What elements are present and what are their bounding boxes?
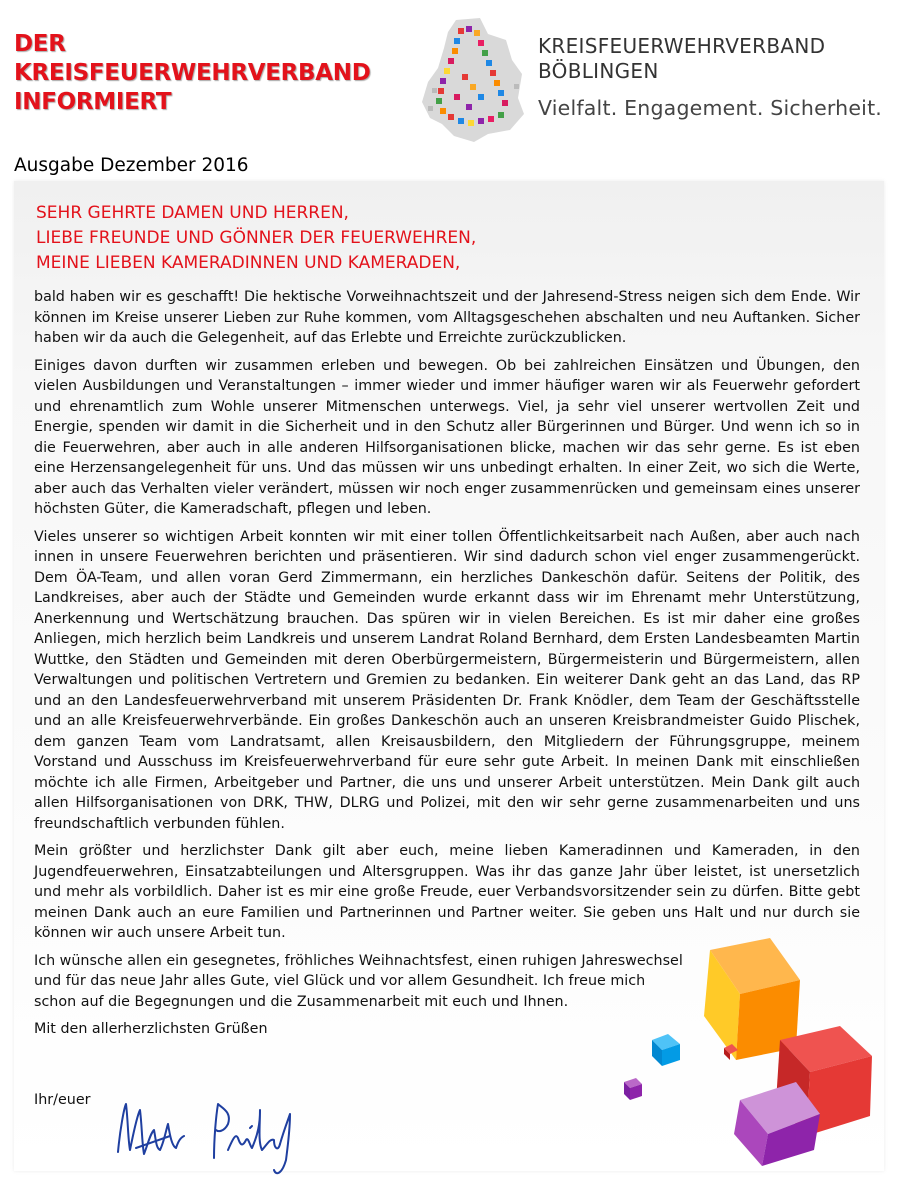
paragraph: Vieles unserer so wichtigen Arbeit konnten wir mit einer tollen Öffentlichkeitsarbeit nach Außen, aber auch nach innen in unsere Feuerwehren berichten und präsentieren. Wir sind dadurch schon viel enger zusammengerückt. Dem ÖA-Team, und allen voran Gerd Zimmermann, ein herzliches Dankeschön dafür. Seitens der Politik, des Landkreises, aber auch der Städte und Gemeinden wurde erkannt dass wir im Ehrenamt mehr Unterstützung, Anerkennung und Wertschätzung brauchen. Das spüren wir in vielen Bereichen. Es ist mir daher eine großes Anliegen, mich herzlich beim Landkreis und unserem Landrat Roland Bernhard, dem Ersten Landesbeamten Martin Wuttke, den Städten und Gemeinden mit deren Oberbürgermeistern, Bürgermeisterin und Bürgermeistern, allen Verwaltungen und politischen Vertretern und Gremien zu bedanken. Ein weiterer Dank geht an das Land, das RP und an den Landesfeuerwehrverband mit unserem Präsidenten Dr. Frank Knödler, dem Team der Geschäftsstelle und an alle Kreisfeuerwehrverbände. Ein großes Dankeschön auch an unseren Kreisbrandmeister Guido Plischek, dem ganzen Team vom Landratsamt, allen Kreisausbildern, den Mitgliedern der Führungsgruppe, meinem Vorstand und Ausschuss im Kreisfeuerwehrverband für eure sehr gute Arbeit. In meinen Dank mit einschließen möchte ich alle Firmen, Arbeitgeber und Partner, die uns und unserer Arbeit unterstützen. Mein Dank gilt auch allen Hilfsorganisationen von DRK, THW, DLRG und Polizei, mit den wir sehr gerne zusammenarbeiten und uns freundschaftlich verbunden fühlen. <box>34 528 860 832</box>
district-map-logo-icon <box>418 14 528 144</box>
paragraph: Ich wünsche allen ein gesegnetes, fröhliches Weihnachtsfest, einen ruhigen Jahreswechsel und für das neue Jahr alles Gute, viel Glück und vor allem Gesundheit. Ich freue mich schon auf die Begegnungen und die Zusammenarbeit mit euch und Ihnen. <box>34 952 683 1010</box>
organization-name <box>538 34 825 84</box>
closing-phrase: Mit den allerherzlichsten Grüßen <box>34 1021 268 1037</box>
issue-date: Ausgabe Dezember 2016 <box>14 155 249 176</box>
title-line: DER <box>14 31 66 57</box>
paragraph: Mein größter und herzlichster Dank gilt aber euch, meine lieben Kameradinnen und Kameraden, in den Jugendfeuerwehren, Einsatzabteilungen und Altersgruppen. Was ihr das ganze Jahr über leistet, ist unersetzlich und mehr als vorbildlich. Daher ist es mir eine große Freude, euer Verbandsvorsitzender sein zu dürfen. Bitte gebt meinen Dank auch an eure Familien und Partnerinnen und Partner weiter. Sie geben uns Halt und nur durch sie können wir auch unsere Arbeit tun. <box>34 843 860 941</box>
organization-slogan: Vielfalt. Engagement. Sicherheit. <box>538 96 883 120</box>
newsletter-title <box>14 30 394 117</box>
org-name-line: BÖBLINGEN <box>538 59 659 83</box>
salutation-line: SEHR GEHRTE DAMEN UND HERREN, <box>36 203 349 223</box>
handwritten-signature <box>110 1090 320 1180</box>
salutation-line: MEINE LIEBEN KAMERADINNEN UND KAMERADEN, <box>36 253 461 273</box>
paragraph: Einiges davon durften wir zusammen erleben und bewegen. Ob bei zahlreichen Einsätzen und Übungen, den vielen Ausbildungen und Veranstaltungen – immer wieder und immer häufiger waren wir als Feuerwehr gefordert und ehrenamtlich zum Wohle unserer Mitmenschen unterwegs. Viel, ja sehr viel unserer wertvollen Zeit und Energie, spenden wir damit in die Sicherheit und in den Schutz aller Bürgerinnen und Bürger. Und wenn ich so in die Feuerwehren, aber auch in alle anderen Hilfsorganisationen blicke, machen wir das sehr gerne. Es ist eben eine Herzensangelegenheit für uns. Und das müssen wir uns unbedingt erhalten. In einer Zeit, wo sich die Werte, aber auch das Verhalten vieler verändert, müssen wir noch enger zusammenrücken und gemeinsam eines unserer höchsten Güter, die Kameradschaft, pflegen und leben. <box>34 357 860 517</box>
signoff-label: Ihr/euer <box>34 1092 91 1108</box>
org-name-line: KREISFEUERWEHRVERBAND <box>538 34 826 58</box>
paragraph: bald haben wir es geschafft! Die hektische Vorweihnachtszeit und der Jahresend-Stress neigen sich dem Ende. Wir können im Kreise unserer Lieben zur Ruhe kommen, vom Alltagsgeschehen abschalten und neu Auftanken. Sicher haben wir da auch die Gelegenheit, auf das Erlebte und Erreichte zurückzublicken. <box>34 289 860 346</box>
salutation-line: LIEBE FREUNDE UND GÖNNER DER FEUERWEHREN, <box>36 228 477 248</box>
title-line: KREISFEUERWEHRVERBAND <box>14 60 371 86</box>
letter-salutation <box>36 201 736 276</box>
decorative-cubes-graphic <box>600 930 890 1170</box>
title-line: INFORMIERT <box>14 89 172 115</box>
